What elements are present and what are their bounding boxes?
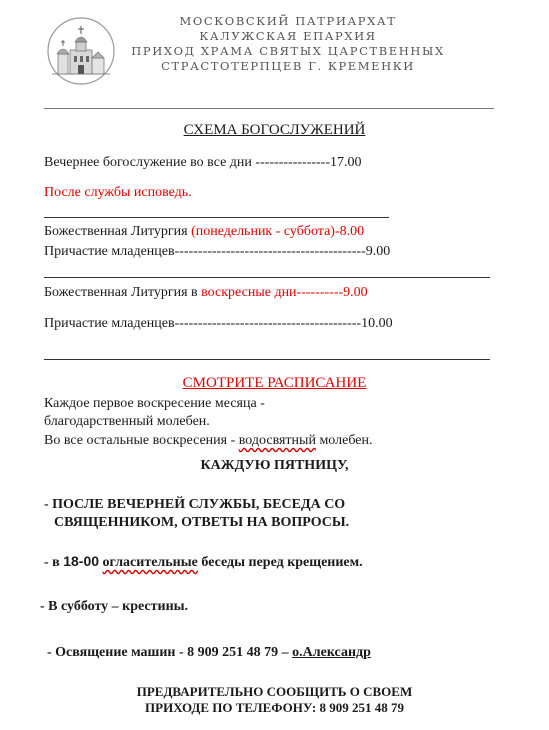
see-schedule-heading: СМОТРИТЕ РАСПИСАНИЕ: [182, 375, 367, 391]
note-first-sunday: Каждое первое воскресение месяца -: [44, 396, 265, 411]
note-other-sundays-end: молебен.: [315, 433, 373, 448]
note-water-blessing: водосвятный: [238, 433, 316, 448]
header-line: ПРИХОД ХРАМА СВЯТЫХ ЦАРСТВЕННЫХ: [131, 44, 445, 58]
car-blessing-item: [47, 645, 371, 661]
confession-note: После службы исповедь.: [44, 185, 192, 200]
evening-service: Вечернее богослужение во все дни ----------------17.00: [44, 155, 362, 170]
note-other-sundays: [44, 433, 372, 449]
separator-line: [44, 217, 389, 218]
priest-name: о.Александр: [292, 645, 371, 660]
note-other-sundays-text: Во все остальные воскресения -: [44, 433, 239, 448]
talk-line-2: СВЯЩЕННИКОМ, ОТВЕТЫ НА ВОПРОСЫ.: [54, 515, 350, 530]
footer-line-2: ПРИХОДЕ ПО ТЕЛЕФОНУ: 8 909 251 48 79: [145, 700, 404, 715]
liturgy-weekday-label: Божественная Литургия: [44, 224, 192, 239]
liturgy-sunday: [44, 285, 368, 301]
catechesis-prefix: - в: [44, 555, 64, 570]
header-line: КАЛУЖСКАЯ ЕПАРХИЯ: [199, 29, 377, 43]
liturgy-weekday-time: (понедельник - суббота)-8.00: [191, 224, 365, 239]
catechesis-item: [44, 553, 363, 571]
infant-communion-sunday: Причастие младенцев----------------------------------------10.00: [44, 316, 393, 331]
talk-line-1: - ПОСЛЕ ВЕЧЕРНЕЙ СЛУЖБЫ, БЕСЕДА СО: [44, 497, 346, 512]
baptism-item: - В субботу – крестины.: [40, 599, 189, 614]
note-thanksgiving: благодарственный молебен.: [44, 414, 210, 429]
header-line: МОСКОВСКИЙ ПАТРИАРХАТ: [179, 14, 397, 28]
catechesis-time: 18-00: [63, 553, 100, 569]
parish-header: [118, 14, 458, 74]
friday-heading: КАЖДУЮ ПЯТНИЦУ,: [200, 458, 349, 473]
liturgy-sunday-label: Божественная Литургия в: [44, 285, 202, 300]
car-blessing-text: - Освящение машин - 8 909 251 48 79 –: [47, 645, 293, 660]
separator-line: [44, 277, 490, 278]
catechesis-word: огласительные: [102, 555, 198, 570]
infant-communion-weekday: Причастие младенцев-----------------------------------------9.00: [44, 244, 391, 259]
footer-line-1: ПРЕДВАРИТЕЛЬНО СООБЩИТЬ О СВОЕМ: [136, 684, 413, 699]
header-line: СТРАСТОТЕРПЦЕВ Г. КРЕМЕНКИ: [161, 59, 415, 73]
page-title: СХЕМА БОГОСЛУЖЕНИЙ: [183, 122, 366, 138]
liturgy-sunday-time: воскресные дни----------9.00: [201, 285, 368, 300]
church-logo-icon: [46, 14, 116, 88]
header-divider: [44, 108, 494, 109]
separator-line: [44, 359, 490, 360]
catechesis-rest: беседы перед крещением.: [197, 555, 363, 570]
liturgy-weekday: [44, 224, 364, 240]
